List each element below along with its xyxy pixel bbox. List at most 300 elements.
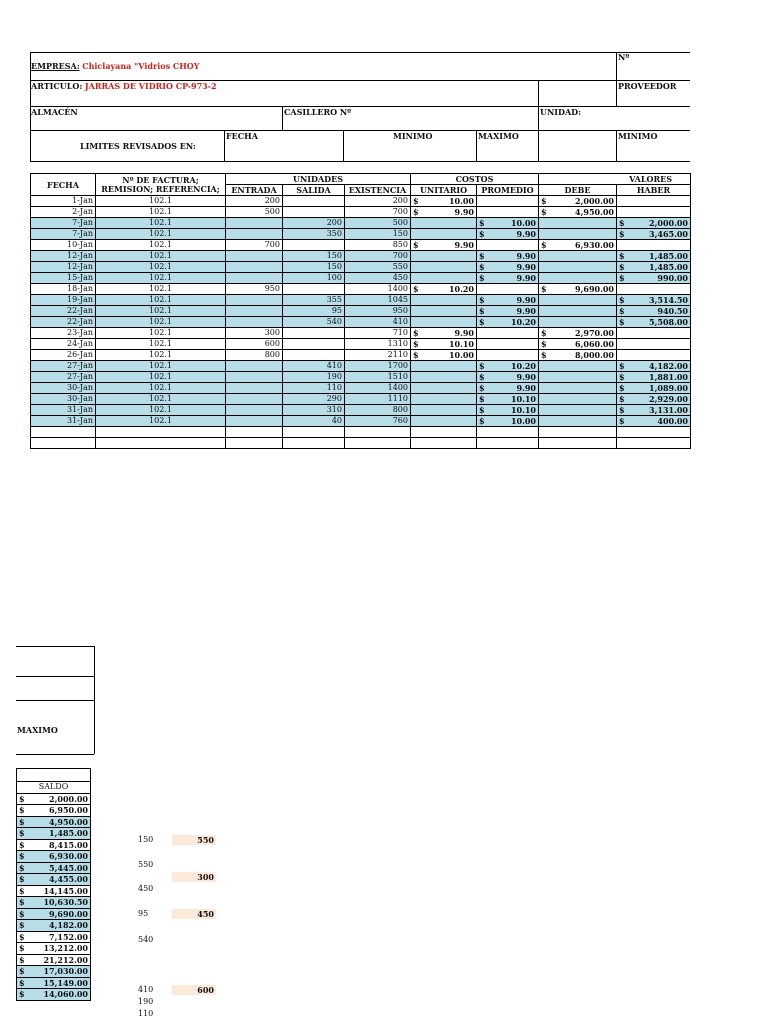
cell-fecha: 27-Jan — [31, 372, 96, 383]
table-row — [31, 240, 691, 251]
cell-fecha: 12-Jan — [31, 262, 96, 273]
cell-value: 9.90 — [516, 383, 536, 393]
cell-entrada — [226, 361, 283, 372]
cell-existencia: 410 — [345, 317, 411, 328]
cell-ref: 102.1 — [96, 284, 226, 295]
cell-value: 9.90 — [454, 328, 474, 338]
cell-fecha: 31-Jan — [31, 416, 96, 427]
table-row — [31, 207, 691, 218]
saldo-cell — [17, 828, 91, 840]
currency-symbol: $ — [619, 372, 625, 382]
side-note-value: 450 — [172, 909, 216, 919]
cell-ref: 102.1 — [96, 372, 226, 383]
currency-symbol: $ — [479, 218, 485, 228]
cell-ref: 102.1 — [96, 229, 226, 240]
cell-debe — [539, 306, 617, 317]
cell-haber — [617, 339, 691, 350]
cell-value: 6,930.00 — [575, 240, 614, 250]
group-header-unidades: UNIDADES — [226, 174, 411, 185]
cell-existencia: 450 — [345, 273, 411, 284]
saldo-row — [17, 943, 91, 955]
currency-symbol: $ — [479, 262, 485, 272]
currency-symbol: $ — [619, 394, 625, 404]
saldo-row — [17, 793, 91, 805]
cell-fecha: 7-Jan — [31, 229, 96, 240]
col-header-debe: DEBE — [539, 185, 617, 196]
cell-salida: 95 — [283, 306, 345, 317]
currency-symbol: $ — [541, 240, 547, 250]
currency-symbol: $ — [479, 229, 485, 239]
cell-value: 10.00 — [448, 350, 474, 360]
cell-fecha: 15-Jan — [31, 273, 96, 284]
saldo-value: 2,000.00 — [49, 793, 88, 804]
cell-debe — [539, 240, 617, 251]
saldo-cell — [17, 989, 91, 1001]
cell-existencia: 2110 — [345, 350, 411, 361]
cell-promedio — [477, 317, 539, 328]
empty-cell — [31, 427, 96, 438]
cell-value: 10.00 — [448, 196, 474, 206]
cell-unitario — [411, 196, 477, 207]
currency-symbol: $ — [619, 218, 625, 228]
currency-symbol: $ — [19, 954, 25, 965]
cell-promedio — [477, 394, 539, 405]
minimo-label-2: MINIMO — [618, 131, 658, 141]
table-row — [31, 361, 691, 372]
saldo-cell — [17, 954, 91, 966]
cell-value: 4,950.00 — [575, 207, 614, 217]
cell-promedio — [477, 416, 539, 427]
empty-cell — [539, 427, 617, 438]
currency-symbol: $ — [19, 897, 25, 907]
cell-unitario — [411, 262, 477, 273]
cell-debe — [539, 229, 617, 240]
empty-cell — [345, 438, 411, 449]
currency-symbol: $ — [619, 383, 625, 393]
cell-entrada — [226, 416, 283, 427]
table-row — [31, 350, 691, 361]
cell-promedio — [477, 196, 539, 207]
cell-debe — [539, 339, 617, 350]
saldo-row — [17, 931, 91, 943]
cell-value: 2,929.00 — [649, 394, 688, 404]
saldo-value: 4,950.00 — [49, 816, 88, 827]
currency-symbol: $ — [619, 405, 625, 415]
side-note-value: 550 — [172, 835, 216, 845]
side-note-value: 190 — [138, 997, 154, 1006]
empty-cell — [617, 427, 691, 438]
table-row — [31, 262, 691, 273]
currency-symbol: $ — [479, 361, 485, 371]
cell-unitario — [411, 361, 477, 372]
cell-existencia: 550 — [345, 262, 411, 273]
cell-fecha: 26-Jan — [31, 350, 96, 361]
saldo-value: 6,950.00 — [49, 805, 88, 815]
currency-symbol: $ — [413, 240, 419, 250]
currency-symbol: $ — [479, 306, 485, 316]
cell-fecha: 23-Jan — [31, 328, 96, 339]
empresa-line — [31, 61, 200, 72]
cell-entrada: 200 — [226, 196, 283, 207]
currency-symbol: $ — [19, 989, 25, 999]
cell-haber — [617, 273, 691, 284]
currency-symbol: $ — [19, 851, 25, 861]
empty-cell — [411, 427, 477, 438]
cell-debe — [539, 207, 617, 218]
cell-ref: 102.1 — [96, 262, 226, 273]
cell-entrada: 500 — [226, 207, 283, 218]
empty-cell — [226, 438, 283, 449]
col-header-salida: SALIDA — [283, 185, 345, 196]
cell-existencia: 1700 — [345, 361, 411, 372]
side-note-value: 300 — [172, 872, 216, 882]
cell-fecha: 18-Jan — [31, 284, 96, 295]
saldo-cell — [17, 977, 91, 989]
table-row — [31, 229, 691, 240]
saldo-row — [17, 839, 91, 851]
table-row — [31, 295, 691, 306]
limites-label: LIMITES REVISADOS EN: — [80, 141, 196, 151]
cell-unitario — [411, 328, 477, 339]
cell-value: 1,881.00 — [649, 372, 688, 382]
currency-symbol: $ — [19, 862, 25, 873]
cell-unitario — [411, 284, 477, 295]
cell-debe — [539, 317, 617, 328]
cell-unitario — [411, 383, 477, 394]
articulo-line — [31, 81, 217, 92]
currency-symbol: $ — [619, 306, 625, 316]
unidad-label: UNIDAD: — [540, 107, 582, 117]
cell-entrada: 700 — [226, 240, 283, 251]
cell-debe — [539, 372, 617, 383]
side-note-value: 540 — [138, 935, 154, 944]
saldo-row — [17, 805, 91, 817]
cell-existencia: 1110 — [345, 394, 411, 405]
currency-symbol: $ — [19, 805, 25, 815]
cell-haber — [617, 295, 691, 306]
kardex-table — [30, 173, 691, 449]
cell-unitario — [411, 394, 477, 405]
cell-salida — [283, 350, 345, 361]
cell-haber — [617, 229, 691, 240]
fecha-label: FECHA — [226, 131, 258, 141]
cell-existencia: 1400 — [345, 284, 411, 295]
currency-symbol: $ — [619, 262, 625, 272]
side-note-value: 450 — [138, 884, 154, 893]
empty-cell — [617, 438, 691, 449]
cell-ref: 102.1 — [96, 339, 226, 350]
cell-entrada — [226, 317, 283, 328]
cell-value: 2,000.00 — [575, 196, 614, 206]
cell-salida: 190 — [283, 372, 345, 383]
saldo-cell — [17, 816, 91, 828]
casillero-label: CASILLERO Nº — [284, 107, 352, 117]
cell-unitario — [411, 207, 477, 218]
cell-ref: 102.1 — [96, 416, 226, 427]
empty-cell — [283, 438, 345, 449]
currency-symbol: $ — [541, 196, 547, 206]
empty-cell — [539, 438, 617, 449]
currency-symbol: $ — [541, 284, 547, 294]
cell-value: 10.20 — [510, 317, 536, 327]
empty-cell — [345, 427, 411, 438]
cell-value: 9.90 — [516, 306, 536, 316]
cell-unitario — [411, 416, 477, 427]
empresa-value: Chiclayana "Vidrios CHOY — [82, 61, 200, 71]
table-row — [31, 196, 691, 207]
cell-entrada — [226, 251, 283, 262]
currency-symbol: $ — [413, 196, 419, 206]
cell-debe — [539, 394, 617, 405]
cell-ref: 102.1 — [96, 328, 226, 339]
saldo-value: 14,060.00 — [43, 989, 88, 999]
cell-existencia: 200 — [345, 196, 411, 207]
saldo-row — [17, 874, 91, 886]
cell-promedio — [477, 218, 539, 229]
saldo-cell — [17, 839, 91, 851]
cell-entrada: 300 — [226, 328, 283, 339]
cell-promedio — [477, 295, 539, 306]
cell-fecha: 24-Jan — [31, 339, 96, 350]
saldo-cell — [17, 874, 91, 886]
cell-promedio — [477, 262, 539, 273]
cell-salida — [283, 196, 345, 207]
cell-existencia: 760 — [345, 416, 411, 427]
cell-value: 6,060.00 — [575, 339, 614, 349]
cell-unitario — [411, 372, 477, 383]
empty-cell — [477, 438, 539, 449]
currency-symbol: $ — [19, 874, 25, 884]
cell-salida: 110 — [283, 383, 345, 394]
cell-entrada — [226, 229, 283, 240]
cell-value: 9,690.00 — [575, 284, 614, 294]
cell-ref: 102.1 — [96, 383, 226, 394]
currency-symbol: $ — [413, 328, 419, 338]
currency-symbol: $ — [413, 284, 419, 294]
cell-ref: 102.1 — [96, 405, 226, 416]
cell-existencia: 850 — [345, 240, 411, 251]
cell-ref: 102.1 — [96, 207, 226, 218]
cell-value: 990.00 — [657, 273, 688, 283]
cell-debe — [539, 416, 617, 427]
cell-fecha: 30-Jan — [31, 383, 96, 394]
cell-salida: 355 — [283, 295, 345, 306]
empty-cell — [283, 427, 345, 438]
cell-haber — [617, 405, 691, 416]
cell-promedio — [477, 372, 539, 383]
cell-debe — [539, 295, 617, 306]
cell-fecha: 22-Jan — [31, 317, 96, 328]
currency-symbol: $ — [479, 405, 485, 415]
cell-salida: 40 — [283, 416, 345, 427]
table-row — [31, 394, 691, 405]
cell-salida: 200 — [283, 218, 345, 229]
cell-salida: 150 — [283, 262, 345, 273]
empty-cell — [96, 438, 226, 449]
side-note-value: 95 — [138, 909, 149, 918]
cell-salida — [283, 240, 345, 251]
cell-existencia: 1510 — [345, 372, 411, 383]
cell-debe — [539, 284, 617, 295]
cell-existencia: 1310 — [345, 339, 411, 350]
currency-symbol: $ — [19, 908, 25, 919]
cell-value: 9.90 — [516, 251, 536, 261]
cell-haber — [617, 306, 691, 317]
saldo-header: SALDO — [17, 782, 91, 794]
cell-unitario — [411, 240, 477, 251]
table-row — [31, 372, 691, 383]
col-header-promedio: PROMEDIO — [477, 185, 539, 196]
saldo-value: 7,152.00 — [49, 931, 88, 942]
currency-symbol: $ — [541, 207, 547, 217]
cell-haber — [617, 262, 691, 273]
currency-symbol: $ — [479, 317, 485, 327]
cell-ref: 102.1 — [96, 251, 226, 262]
empty-row — [31, 438, 691, 449]
saldo-value: 15,149.00 — [43, 977, 88, 988]
cell-salida: 290 — [283, 394, 345, 405]
cell-promedio — [477, 240, 539, 251]
cell-value: 2,000.00 — [649, 218, 688, 228]
cell-existencia: 500 — [345, 218, 411, 229]
currency-symbol: $ — [413, 350, 419, 360]
cell-value: 400.00 — [657, 416, 688, 426]
numero-label: Nº — [618, 52, 630, 62]
cell-haber — [617, 207, 691, 218]
col-header-unitario: UNITARIO — [411, 185, 477, 196]
cell-salida: 150 — [283, 251, 345, 262]
cell-entrada: 800 — [226, 350, 283, 361]
cell-existencia: 700 — [345, 207, 411, 218]
side-note-value: 550 — [138, 860, 154, 869]
cell-value: 8,000.00 — [575, 350, 614, 360]
cell-salida — [283, 339, 345, 350]
cell-entrada — [226, 394, 283, 405]
table-row — [31, 328, 691, 339]
currency-symbol: $ — [479, 295, 485, 305]
cell-haber — [617, 394, 691, 405]
cell-value: 9.90 — [516, 229, 536, 239]
currency-symbol: $ — [479, 251, 485, 261]
saldo-row — [17, 966, 91, 978]
empty-cell — [96, 427, 226, 438]
saldo-row — [17, 954, 91, 966]
currency-symbol: $ — [479, 416, 485, 426]
saldo-value: 17,030.00 — [43, 966, 88, 976]
table-row — [31, 405, 691, 416]
cell-value: 1,485.00 — [649, 262, 688, 272]
cell-value: 10.10 — [448, 339, 474, 349]
saldo-value: 6,930.00 — [49, 851, 88, 861]
saldo-row — [17, 828, 91, 840]
saldo-cell — [17, 793, 91, 805]
col-header-existencia: EXISTENCIA — [345, 185, 411, 196]
currency-symbol: $ — [19, 793, 25, 804]
proveedor-label: PROVEEDOR — [618, 81, 677, 91]
saldo-cell — [17, 931, 91, 943]
cell-fecha: 2-Jan — [31, 207, 96, 218]
currency-symbol: $ — [541, 328, 547, 338]
side-note-value: 600 — [172, 985, 216, 995]
cell-promedio — [477, 229, 539, 240]
side-note-value: 150 — [138, 835, 154, 844]
almacen-label: ALMACÉN — [31, 107, 78, 117]
cell-existencia: 150 — [345, 229, 411, 240]
currency-symbol: $ — [541, 339, 547, 349]
cell-unitario — [411, 273, 477, 284]
cell-existencia: 1400 — [345, 383, 411, 394]
cell-unitario — [411, 317, 477, 328]
cell-salida — [283, 284, 345, 295]
saldo-row — [17, 920, 91, 932]
cell-value: 10.10 — [510, 394, 536, 404]
cell-promedio — [477, 306, 539, 317]
currency-symbol: $ — [619, 273, 625, 283]
cell-promedio — [477, 273, 539, 284]
saldo-row — [17, 977, 91, 989]
articulo-value: JARRAS DE VIDRIO CP-973-2 — [84, 81, 217, 91]
currency-symbol: $ — [619, 295, 625, 305]
cell-fecha: 19-Jan — [31, 295, 96, 306]
cell-value: 9.90 — [516, 295, 536, 305]
cell-fecha: 10-Jan — [31, 240, 96, 251]
empty-cell — [226, 427, 283, 438]
cell-salida: 410 — [283, 361, 345, 372]
saldo-row — [17, 897, 91, 909]
cell-entrada: 600 — [226, 339, 283, 350]
saldo-cell — [17, 805, 91, 817]
col-header-entrada: ENTRADA — [226, 185, 283, 196]
currency-symbol: $ — [619, 416, 625, 426]
side-note-value: 110 — [138, 1009, 154, 1018]
cell-value: 10.00 — [510, 218, 536, 228]
cell-fecha: 7-Jan — [31, 218, 96, 229]
cell-value: 1,089.00 — [649, 383, 688, 393]
cell-unitario — [411, 295, 477, 306]
currency-symbol: $ — [413, 207, 419, 217]
cell-debe — [539, 383, 617, 394]
cell-value: 10.10 — [510, 405, 536, 415]
articulo-label: ARTICULO: — [31, 81, 83, 91]
cell-haber — [617, 218, 691, 229]
cell-value: 940.50 — [657, 306, 688, 316]
cell-fecha: 12-Jan — [31, 251, 96, 262]
cell-promedio — [477, 251, 539, 262]
cell-fecha: 31-Jan — [31, 405, 96, 416]
saldo-value: 5,445.00 — [49, 862, 88, 873]
currency-symbol: $ — [479, 273, 485, 283]
cell-debe — [539, 218, 617, 229]
cell-value: 9.90 — [516, 262, 536, 272]
empty-cell — [477, 427, 539, 438]
table-row — [31, 306, 691, 317]
cell-unitario — [411, 218, 477, 229]
lower-maximo-label: MAXIMO — [17, 725, 58, 735]
cell-ref: 102.1 — [96, 240, 226, 251]
cell-promedio — [477, 328, 539, 339]
currency-symbol: $ — [479, 394, 485, 404]
cell-debe — [539, 273, 617, 284]
cell-value: 9.90 — [454, 240, 474, 250]
col-header-fecha: FECHA — [31, 174, 96, 196]
table-row — [31, 218, 691, 229]
cell-unitario — [411, 229, 477, 240]
cell-existencia: 700 — [345, 251, 411, 262]
cell-value: 10.20 — [510, 361, 536, 371]
cell-salida: 540 — [283, 317, 345, 328]
cell-ref: 102.1 — [96, 317, 226, 328]
currency-symbol: $ — [19, 828, 25, 838]
